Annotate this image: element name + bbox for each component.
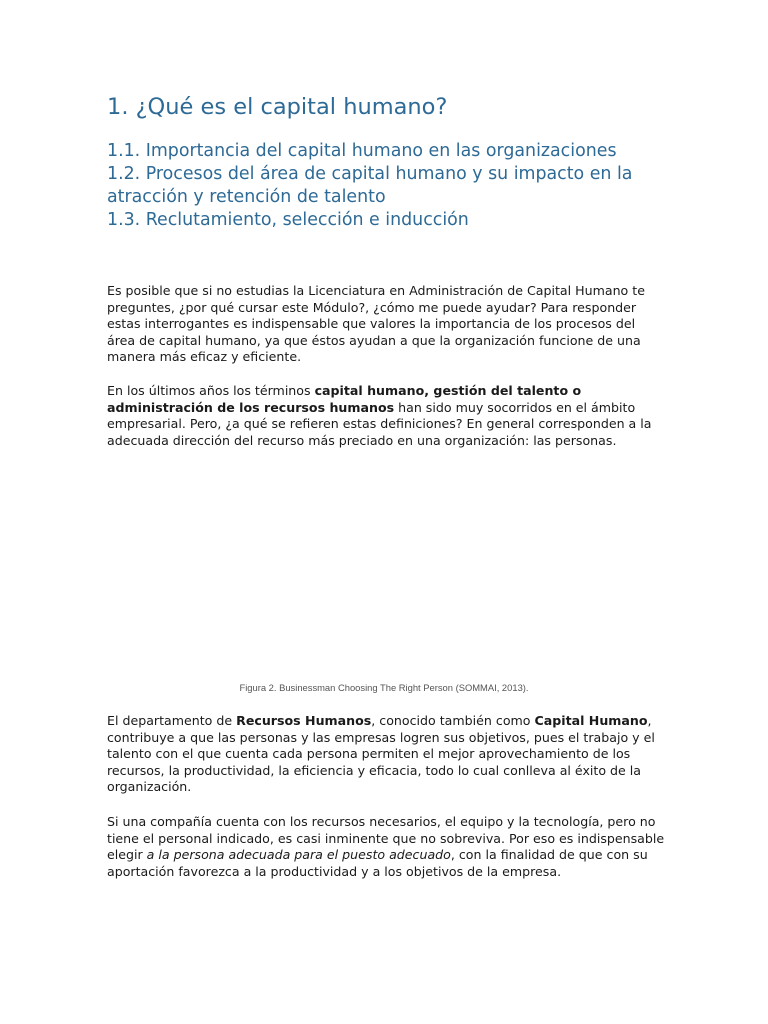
- company-paragraph-rest: , con la finalidad de que con su aportación favorezca a la productividad y a los objetivos de la empresa.: [107, 847, 648, 879]
- section-heading: 1. ¿Qué es el capital humano?: [107, 94, 448, 120]
- subheading-list: [107, 140, 667, 232]
- hr-paragraph-part2: , conocido también como: [371, 713, 535, 728]
- hr-paragraph-part3: , contribuye a que las personas y las empresas logren sus objetivos, pues el trabajo y el talento con el que cuenta cada persona permiten el mejor aprovechamiento de los recursos, la productividad, la eficiencia y eficacia, todo lo cual conlleva al éxito de la organización.: [107, 713, 655, 795]
- company-paragraph-lead: Si una compañía cuenta con los recursos necesarios, el equipo y la tecnología, pero no tiene el personal indicado, es casi inminente que no sobreviva. Por eso es indispensable elegir: [107, 814, 665, 863]
- terms-paragraph-bold: capital humano, gestión del talento o administración de los recursos humanos: [107, 383, 582, 415]
- figure-image-area: [107, 480, 667, 670]
- hr-paragraph-bold1: Recursos Humanos: [236, 713, 372, 728]
- terms-paragraph: [107, 383, 667, 449]
- hr-department-paragraph: [107, 713, 667, 796]
- subheading-1-2: 1.2. Procesos del área de capital humano y su impacto en la atracción y retención de talento: [107, 164, 633, 207]
- hr-paragraph-bold2: Capital Humano: [534, 713, 648, 728]
- subheading-1-1: 1.1. Importancia del capital humano en las organizaciones: [107, 141, 617, 161]
- company-paragraph-italic: a la persona adecuada para el puesto adecuado: [146, 847, 451, 863]
- terms-paragraph-lead: En los últimos años los términos: [107, 383, 315, 398]
- intro-paragraph: Es posible que si no estudias la Licenciatura en Administración de Capital Humano te preguntes, ¿por qué cursar este Módulo?, ¿cómo me puede ayudar? Para responder estas interrogantes es indispensable que valores la importancia de los procesos del área de capital humano, ya que éstos ayudan a que la organización funcione de una manera más eficaz y eficiente.: [107, 283, 645, 365]
- hr-paragraph-part1: El departamento de: [107, 713, 237, 728]
- figure-caption: Figura 2. Businessman Choosing The Right Person (SOMMAI, 2013).: [239, 682, 529, 693]
- subheading-1-3: 1.3. Reclutamiento, selección e inducción: [107, 210, 469, 230]
- terms-paragraph-rest: han sido muy socorridos en el ámbito empresarial. Pero, ¿a qué se refieren estas definiciones? En general corresponden a la adecuada dirección del recurso más preciado en una organización: las personas.: [107, 399, 652, 448]
- company-paragraph: [107, 814, 667, 880]
